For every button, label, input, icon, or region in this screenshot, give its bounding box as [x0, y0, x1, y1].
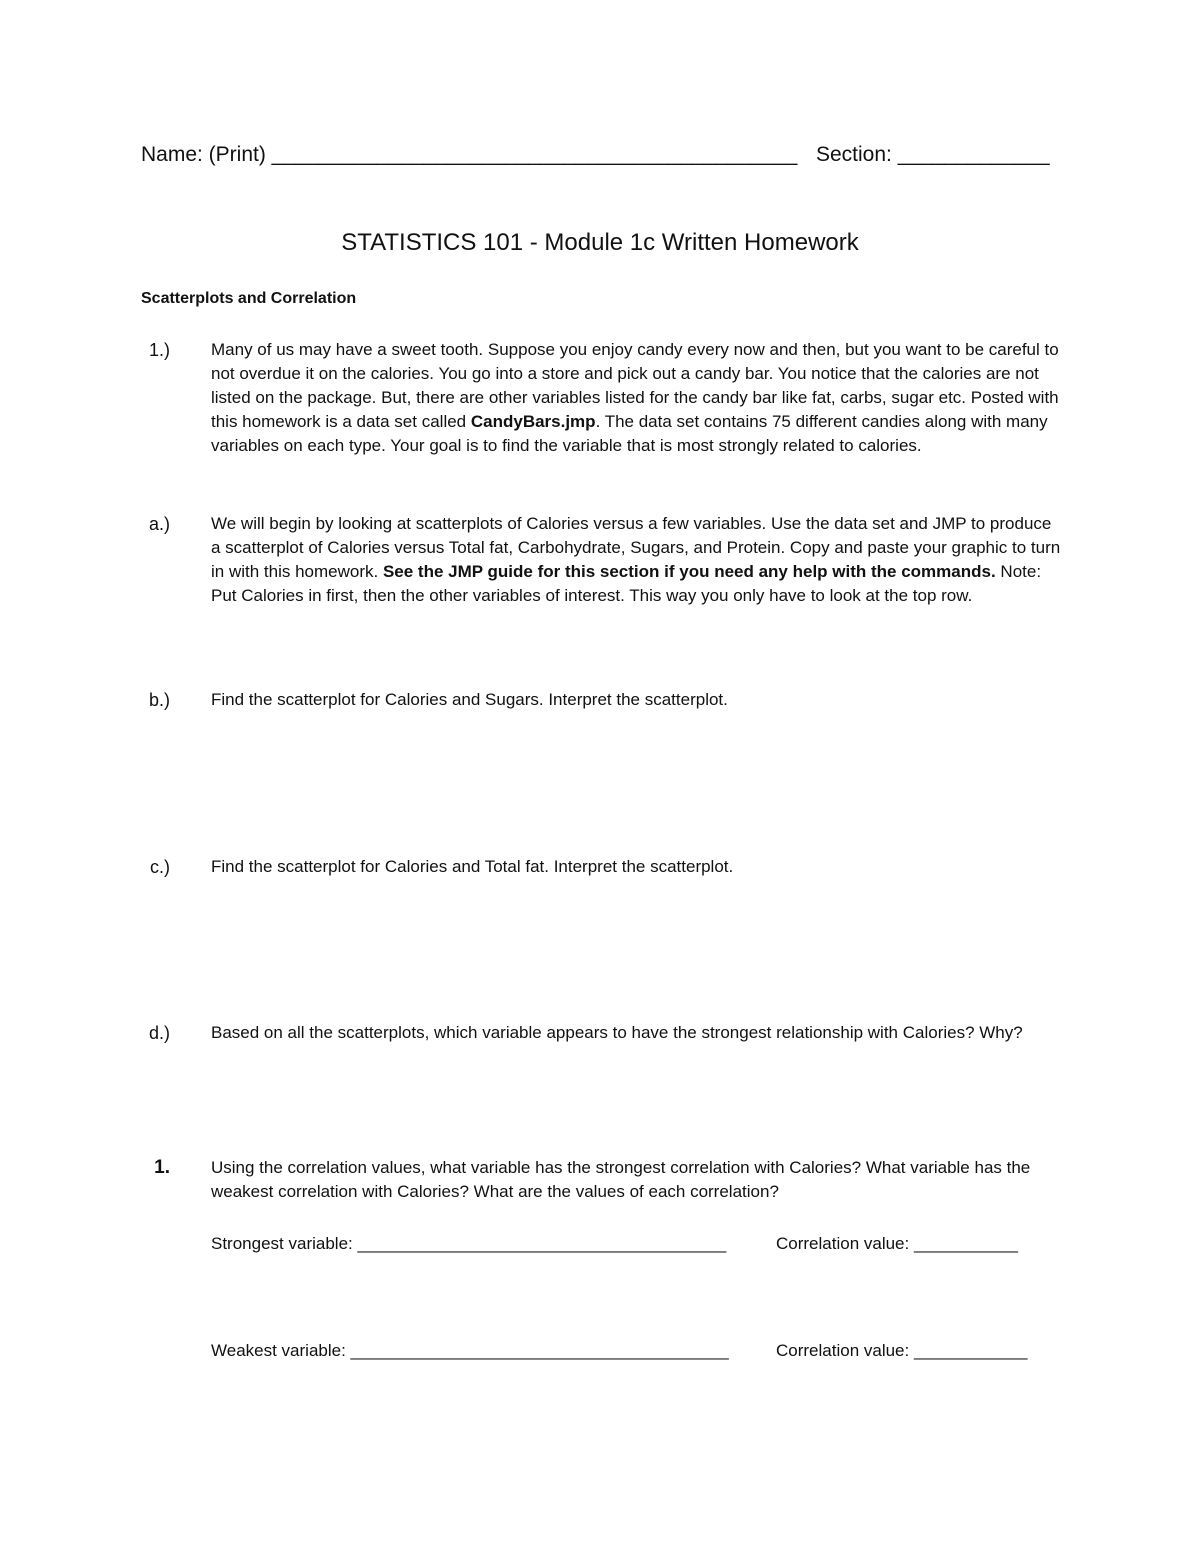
- question-text: Based on all the scatterplots, which variable appears to have the strongest relationship with Calories? Why?: [211, 1023, 1023, 1042]
- question-number: 1.): [148, 340, 170, 360]
- question-c: [141, 855, 1061, 879]
- question-text: Many of us may have a sweet tooth. Suppose you enjoy candy every now and then, but you want to be careful to not overdue it on the calories. You go into a store and pick out a candy bar. You notice that the calories are not listed on the package. But, there are other variables listed for the candy bar like fat, carbs, sugar etc. Posted with this homework is a data set called CandyBars.jmp. The data set contains 75 different candies along with many variables on each type. Your goal is to find the variable that is most strongly related to calories.: [211, 340, 1059, 455]
- question-2: [141, 1156, 1061, 1204]
- page-title: STATISTICS 101 - Module 1c Written Homework: [341, 229, 859, 256]
- weakest-variable-field: Weakest variable: ________________________________________: [211, 1341, 729, 1360]
- name-field: Name: (Print) _____________________________________________: [141, 143, 798, 166]
- question-number: d.): [148, 1023, 170, 1043]
- question-number: a.): [148, 514, 170, 534]
- section-field: Section: _____________: [816, 143, 1050, 166]
- strongest-correlation-field: Correlation value: ___________: [776, 1234, 1018, 1253]
- question-text: We will begin by looking at scatterplots of Calories versus a few variables. Use the data set and JMP to produce a scatterplot of Calories versus Total fat, Carbohydrate, Sugars, and Protein. Copy and paste your graphic to turn in with this homework. See the JMP guide for this section if you need any help with the commands. Note: Put Calories in first, then the other variables of interest. This way you only have to look at the top row.: [211, 514, 1061, 605]
- question-number: b.): [148, 690, 170, 710]
- question-text: Find the scatterplot for Calories and Sugars. Interpret the scatterplot.: [211, 690, 728, 709]
- question-b: [141, 688, 1061, 712]
- question-number: 1.: [154, 1157, 170, 1178]
- strongest-variable-field: Strongest variable: _______________________________________: [211, 1234, 727, 1253]
- question-text: Using the correlation values, what variable has the strongest correlation with Calories? What variable has the weakest correlation with Calories? What are the values of each correlation?: [211, 1158, 1031, 1201]
- question-1: [141, 338, 1061, 458]
- question-d: [141, 1021, 1061, 1045]
- section-heading: Scatterplots and Correlation: [141, 290, 357, 307]
- question-text: Find the scatterplot for Calories and Total fat. Interpret the scatterplot.: [211, 857, 734, 876]
- guide-note: See the JMP guide for this section if you need any help with the commands.: [382, 562, 996, 581]
- question-number: c.): [150, 857, 170, 877]
- dataset-name: CandyBars.jmp: [470, 412, 596, 431]
- question-a: [141, 512, 1061, 608]
- weakest-correlation-field: Correlation value: ____________: [776, 1341, 1028, 1360]
